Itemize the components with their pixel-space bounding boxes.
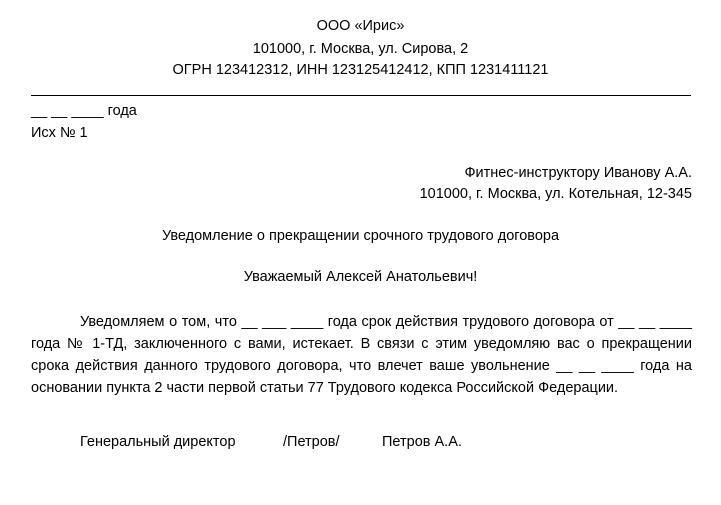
company-registration: ОГРН 123412312, ИНН 123125412412, КПП 1231411121	[172, 62, 549, 78]
header-divider	[31, 95, 691, 96]
date-line: __ __ ____ года	[31, 103, 137, 119]
notice-body: Уведомляем о том, что __ ___ ____ года срок действия трудового договора от __ __ ____ года № 1-ТД, заключенного с вами, истекает. В связи с этим уведомляю вас о прекращении срока действия данного трудового договора, что влечет ваше увольнение __ __ ____ года на основании пункта 2 части первой статьи 77 Трудового кодекса Российской Федерации.	[31, 314, 692, 396]
company-address: 101000, г. Москва, ул. Сирова, 2	[252, 41, 469, 57]
signature-mark: /Петров/	[283, 434, 340, 450]
recipient-address: 101000, г. Москва, ул. Котельная, 12-345	[419, 186, 692, 202]
signatory-name: Петров А.А.	[382, 434, 462, 450]
outgoing-number: Исх № 1	[31, 125, 88, 141]
document-title: Уведомление о прекращении срочного трудового договора	[161, 228, 560, 244]
company-name: ООО «Ирис»	[316, 18, 405, 34]
recipient-name: Фитнес-инструктору Иванову А.А.	[464, 165, 692, 181]
salutation: Уважаемый Алексей Анатольевич!	[243, 269, 478, 285]
signatory-position: Генеральный директор	[80, 434, 236, 450]
